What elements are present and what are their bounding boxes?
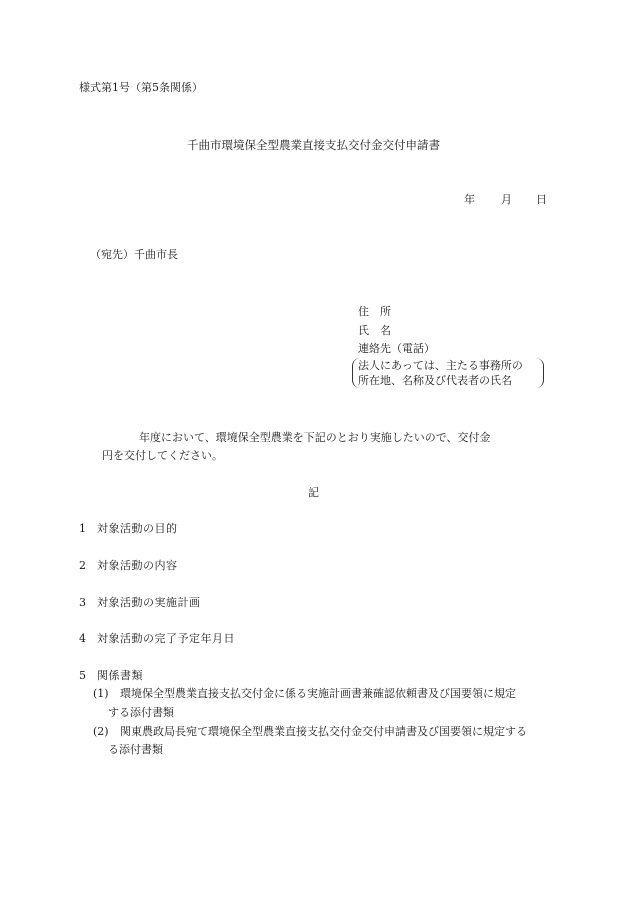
date-year-label: 年 [464, 193, 475, 206]
name-label: 氏 名 [358, 324, 391, 337]
contact-label: 連絡先（電話） [358, 342, 435, 355]
list-item [79, 522, 178, 536]
form-number: 様式第1号（第5条関係） [79, 81, 203, 94]
item-text: 対象活動の内容 [97, 559, 178, 572]
item-text: 対象活動の完了予定年月日 [97, 632, 235, 645]
subitem-line1: 環境保全型農業直接支払交付金に係る実施計画書兼確認依頼書及び国要領に規定 [120, 687, 516, 700]
body-line-1: 年度において、環境保全型農業を下記のとおり実施したいので、交付金 [139, 431, 491, 444]
item-number: 3 [79, 596, 86, 609]
list-item [79, 632, 235, 646]
subitem-line2: る添付書類 [108, 743, 163, 756]
corporate-note-line1: 法人にあっては、主たる事務所の [358, 359, 523, 372]
item-text: 対象活動の目的 [97, 522, 178, 535]
date-day-label: 日 [536, 193, 547, 206]
document-title: 千曲市環境保全型農業直接支払交付金交付申請書 [187, 138, 440, 152]
list-item [79, 596, 201, 610]
item-number: 2 [79, 559, 86, 572]
list-item [79, 669, 143, 683]
body-line-2: 円を交付してください。 [102, 449, 223, 462]
ki-heading: 記 [308, 486, 319, 499]
addressee: （宛先）千曲市長 [90, 248, 178, 261]
subitem-line2: する添付書類 [108, 706, 174, 719]
list-item [79, 559, 178, 573]
item-text: 関係書類 [97, 669, 143, 682]
item-number: 5 [79, 669, 86, 682]
item-text: 対象活動の実施計画 [97, 596, 201, 609]
date-month-label: 月 [501, 193, 512, 206]
subitem-number: (1) [93, 687, 109, 700]
corporate-note-line2: 所在地、名称及び代表者の氏名 [358, 374, 512, 387]
subitem-line1: 関東農政局長宛て環境保全型農業直接支払交付金交付申請書及び国要領に規定する [120, 725, 527, 738]
address-label: 住 所 [358, 305, 391, 318]
subitem-number: (2) [93, 725, 109, 738]
item-number: 1 [79, 522, 86, 535]
item-number: 4 [79, 632, 86, 645]
